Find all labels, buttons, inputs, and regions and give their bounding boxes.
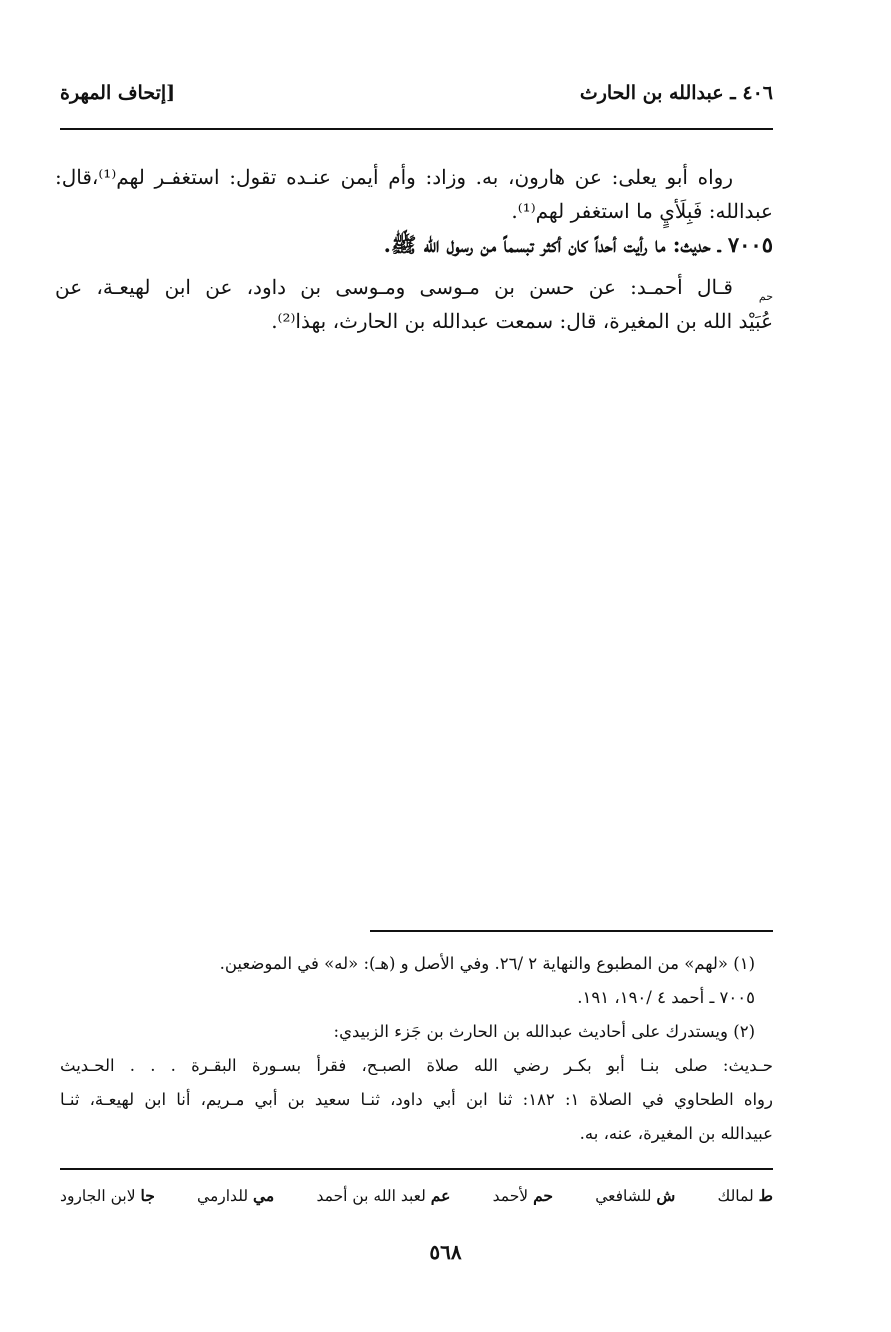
main-text [55,160,773,338]
isnad-line: قـال أحمـد: عن حسن بن مـوسى ومـوسى بن داود، عن ابن لهيعـة، عن [55,275,733,299]
abbreviation-item [595,1186,675,1205]
abbreviation-code: ش [656,1186,676,1205]
abbreviation-code: جا [140,1186,155,1205]
footnote-line: عبيدالله بن المغيرة، عنه، به. [579,1124,773,1143]
isnad-line: عُبَيْد الله بن المغيرة، قال: سمعت عبدالله بن الحارث، بهذا⁽²⁾. [271,309,773,333]
abbreviation-code: ط [758,1186,773,1205]
footnote-line: ٧٠٠٥ ـ أحمد ٤ /١٩٠، ١٩١. [577,988,755,1007]
book-title: [إتحاف المهرة [60,82,176,104]
running-title: ٤٠٦ ـ عبدالله بن الحارث [579,82,773,104]
text-line: عبدالله: فَبِلَأيٍ ما استغفر لهم⁽¹⁾. [511,199,773,223]
footnote-line: حـديث: صلى بنـا أبو بكـر رضي الله صلاة الصبـح، فقرأ بسـورة البقـرة . . . الحـديث [60,1056,773,1075]
source-mark: حم [758,290,773,303]
abbreviation-label: للدارمي [197,1187,249,1205]
footnote-line: رواه الطحاوي في الصلاة ١: ١٨٢: ثنا ابن أبي داود، ثنـا سعيد بن أبي مـريم، أنا ابن لهيعـة، ثنـا [60,1090,773,1109]
abbreviation-label: لأحمد [492,1187,529,1205]
abbreviation-label: لابن الجارود [60,1187,136,1205]
header-rule [60,128,773,130]
hadith-heading: ٧٠٠٥ ـ حديث: ما رأيت أحداً كان أكثر تبسماً من رسول الله ﷺ. [383,232,773,257]
footnote-line: (٢) ويستدرك على أحاديث عبدالله بن الحارث بن جَزء الزبيدي: [333,1022,755,1041]
text-line: رواه أبو يعلى: عن هارون، به. وزاد: وأم أيمن عنـده تقول: استغفـر لهم⁽¹⁾،قال: [55,165,733,189]
footnote-line: (١) «لهم» من المطبوع والنهاية ٢ /٢٦. وفي الأصل و (هـ): «له» في الموضعين. [219,954,755,973]
abbreviation-item [316,1186,450,1205]
abbreviation-label: للشافعي [595,1187,652,1205]
abbreviations-key [60,1186,773,1205]
page-header [60,82,773,114]
abbreviation-item [493,1186,553,1205]
abbreviation-code: حم [533,1186,553,1205]
abbreviation-item [197,1186,274,1205]
abbreviation-code: عم [430,1186,451,1205]
abbreviations-rule [60,1168,773,1170]
abbreviation-code: مي [253,1186,275,1205]
abbreviation-item [60,1186,155,1205]
footnotes [60,948,773,1152]
abbreviation-label: لعبد الله بن أحمد [316,1187,426,1205]
abbreviation-label: لمالك [717,1187,754,1205]
page-number: ٥٦٨ [429,1240,462,1264]
footnote-rule [370,930,773,932]
abbreviation-item [718,1186,773,1205]
